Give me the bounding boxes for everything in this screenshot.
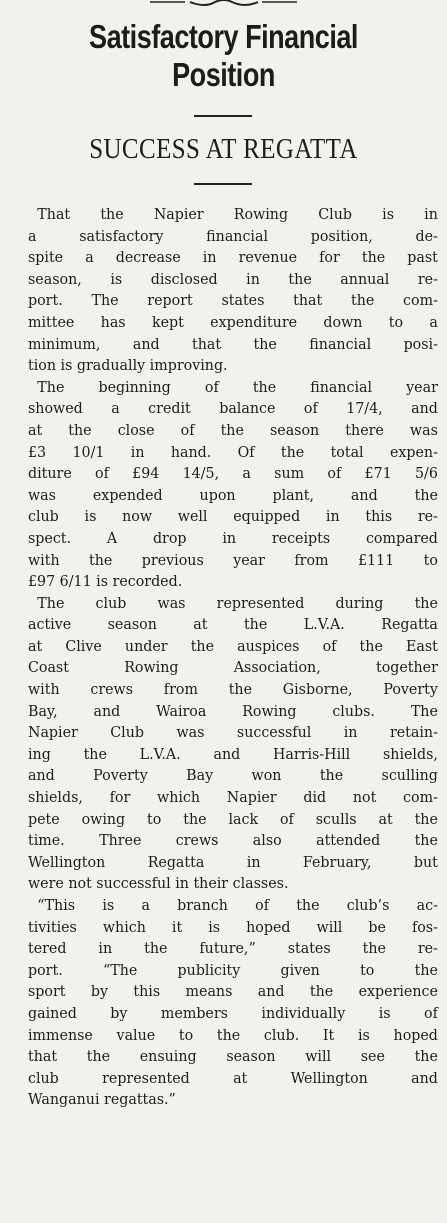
text-line: club is now well equipped in this re- bbox=[28, 507, 438, 526]
text-line: that the ensuing season will see the bbox=[28, 1047, 438, 1066]
text-line: Bay, and Wairoa Rowing clubs. The bbox=[28, 701, 438, 720]
text-line: showed a credit balance of 17/4, and bbox=[28, 399, 438, 418]
text-line: port. “The publicity given to the bbox=[28, 960, 438, 979]
text-line: tivities which it is hoped will be fos- bbox=[28, 917, 438, 936]
article-body bbox=[28, 204, 438, 1111]
text-line: ing the L.V.A. and Harris-Hill shields, bbox=[28, 744, 438, 763]
text-line: sport by this means and the experience bbox=[28, 982, 438, 1001]
text-line: immense value to the club. It is hoped bbox=[28, 1025, 438, 1044]
text-line: minimum, and that the financial posi- bbox=[28, 334, 438, 353]
text-line: “This is a branch of the club’s ac- bbox=[37, 896, 438, 914]
text-line: with the previous year from £111 to bbox=[28, 550, 438, 569]
text-line: was expended upon plant, and the bbox=[28, 485, 438, 504]
text-line: The club was represented during the bbox=[37, 593, 438, 612]
text-line: Napier Club was successful in retain- bbox=[28, 723, 438, 742]
text-line: at Clive under the auspices of the East bbox=[28, 636, 438, 655]
text-line: mittee has kept expenditure down to a bbox=[28, 312, 438, 331]
text-line: at the close of the season there was bbox=[28, 420, 438, 439]
text-line: were not successful in their classes. bbox=[28, 874, 289, 893]
text-line: with crews from the Gisborne, Poverty bbox=[28, 680, 438, 699]
text-line: pete owing to the lack of sculls at the bbox=[28, 809, 438, 828]
text-line: club represented at Wellington and bbox=[28, 1068, 438, 1087]
text-line: a satisfactory financial position, de- bbox=[28, 226, 438, 245]
text-line: and Poverty Bay won the sculling bbox=[28, 766, 438, 785]
text-line: gained by members individually is of bbox=[28, 1003, 438, 1022]
text-line: time. Three crews also attended the bbox=[28, 831, 438, 850]
text-line: Coast Rowing Association, together bbox=[28, 658, 438, 677]
paragraph-4 bbox=[28, 895, 438, 1111]
text-line: shields, for which Napier did not com- bbox=[28, 788, 438, 807]
headline-line-2: Position bbox=[172, 56, 275, 93]
text-line: £97 6/11 is recorded. bbox=[28, 572, 183, 591]
text-line: tion is gradually improving. bbox=[28, 356, 228, 375]
headline bbox=[40, 18, 407, 94]
headline-line-1: Satisfactory Financial bbox=[89, 18, 358, 55]
paragraph-3 bbox=[28, 593, 438, 895]
top-ornament bbox=[0, 0, 447, 10]
paragraph-1 bbox=[28, 204, 438, 377]
text-line: tered in the future,” states the re- bbox=[28, 939, 438, 958]
text-line: The beginning of the financial year bbox=[37, 377, 438, 396]
text-line: £3 10/1 in hand. Of the total expen- bbox=[28, 442, 438, 461]
divider-rule-bottom bbox=[194, 183, 252, 185]
subheading: SUCCESS AT REGATTA bbox=[89, 133, 358, 165]
text-line: port. The report states that the com- bbox=[28, 291, 438, 310]
text-line: spite a decrease in revenue for the past bbox=[28, 248, 438, 267]
text-line: spect. A drop in receipts compared bbox=[28, 528, 438, 547]
text-line: active season at the L.V.A. Regatta bbox=[28, 615, 438, 634]
text-line: season, is disclosed in the annual re- bbox=[28, 269, 438, 288]
text-line: Wellington Regatta in February, but bbox=[28, 852, 438, 871]
text-line: diture of £94 14/5, a sum of £71 5/6 bbox=[28, 464, 438, 483]
text-line: That the Napier Rowing Club is in bbox=[37, 205, 438, 223]
divider-rule-top bbox=[194, 115, 252, 117]
text-line: Wanganui regattas.” bbox=[28, 1090, 176, 1109]
paragraph-2 bbox=[28, 377, 438, 593]
